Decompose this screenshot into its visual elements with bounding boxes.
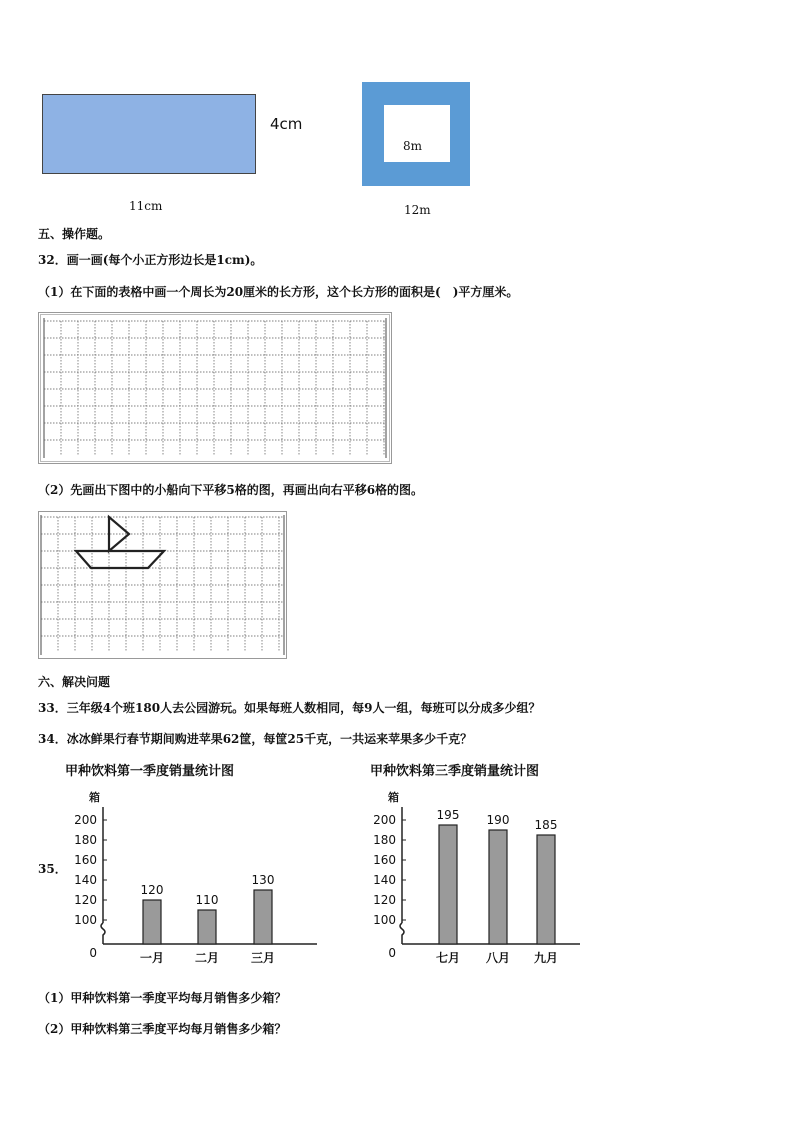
rect-height-label: 4cm <box>270 115 303 133</box>
y-tick-label: 120 <box>74 893 97 907</box>
y-tick-label: 160 <box>373 853 396 867</box>
question-33: 33．三年级4个班180人去公园游玩。如果每班人数相同，每9人一组，每班可以分成多少组？ <box>38 701 541 715</box>
drawing-grid-2 <box>38 511 287 659</box>
blue-rectangle <box>42 94 256 174</box>
bar <box>439 825 457 944</box>
x-tick-label: 二月 <box>194 951 220 965</box>
bar-value-label: 130 <box>251 873 275 887</box>
question-32-part1: （1）在下面的表格中画一个周长为20厘米的长方形，这个长方形的面积是( )平方厘米。 <box>38 285 519 299</box>
y-tick-label: 140 <box>373 873 396 887</box>
bar <box>537 835 555 944</box>
y-tick-label: 0 <box>388 946 396 960</box>
y-tick-label: 100 <box>74 913 97 927</box>
chart-title: 甲种饮料第一季度销量统计图 <box>65 764 235 779</box>
y-tick-label: 120 <box>373 893 396 907</box>
bar <box>489 830 507 944</box>
x-tick-label: 八月 <box>485 951 511 965</box>
y-tick-label: 200 <box>74 813 97 827</box>
y-tick-label: 180 <box>74 833 97 847</box>
inner-square-label: 8m <box>403 139 423 153</box>
y-tick-label: 0 <box>89 946 97 960</box>
question-35-part1: （1）甲种饮料第一季度平均每月销售多少箱？ <box>38 991 287 1005</box>
y-tick-label: 200 <box>373 813 396 827</box>
x-tick-label: 一月 <box>139 951 165 965</box>
question-34: 34．冰冰鲜果行春节期间购进苹果62筐，每筐25千克，一共运来苹果多少千克？ <box>38 732 473 746</box>
question-32-part2: （2）先画出下图中的小船向下平移5格的图，再画出向右平移6格的图。 <box>38 483 424 497</box>
bar <box>254 890 272 944</box>
question-32: 32．画一画(每个小正方形边长是1cm)。 <box>38 253 263 267</box>
drawing-grid-1 <box>38 312 392 464</box>
bar-chart-q3 <box>348 757 588 977</box>
bar-value-label: 185 <box>534 818 558 832</box>
question-35-part2: （2）甲种饮料第三季度平均每月销售多少箱？ <box>38 1022 287 1036</box>
bar-value-label: 120 <box>140 883 164 897</box>
y-tick-label: 100 <box>373 913 396 927</box>
y-tick-label: 140 <box>74 873 97 887</box>
x-tick-label: 九月 <box>533 951 559 965</box>
chart-title: 甲种饮料第三季度销量统计图 <box>370 764 540 779</box>
bar-value-label: 110 <box>195 893 219 907</box>
bar-value-label: 190 <box>486 813 510 827</box>
section6-title: 六、解决问题 <box>38 675 111 689</box>
bar <box>143 900 161 944</box>
inner-square <box>384 105 450 162</box>
y-tick-label: 180 <box>373 833 396 847</box>
bar <box>198 910 216 944</box>
outer-square-label: 12m <box>404 203 431 217</box>
bar-value-label: 195 <box>436 808 460 822</box>
y-tick-label: 160 <box>74 853 97 867</box>
y-axis-label: 箱 <box>388 791 399 804</box>
question-35: 35． <box>38 862 67 876</box>
section5-title: 五、操作题。 <box>38 227 111 241</box>
y-axis-label: 箱 <box>89 791 100 804</box>
bar-chart-q1 <box>55 757 325 977</box>
x-tick-label: 七月 <box>435 951 461 965</box>
rect-width-label: 11cm <box>129 199 163 213</box>
x-tick-label: 三月 <box>250 951 276 965</box>
